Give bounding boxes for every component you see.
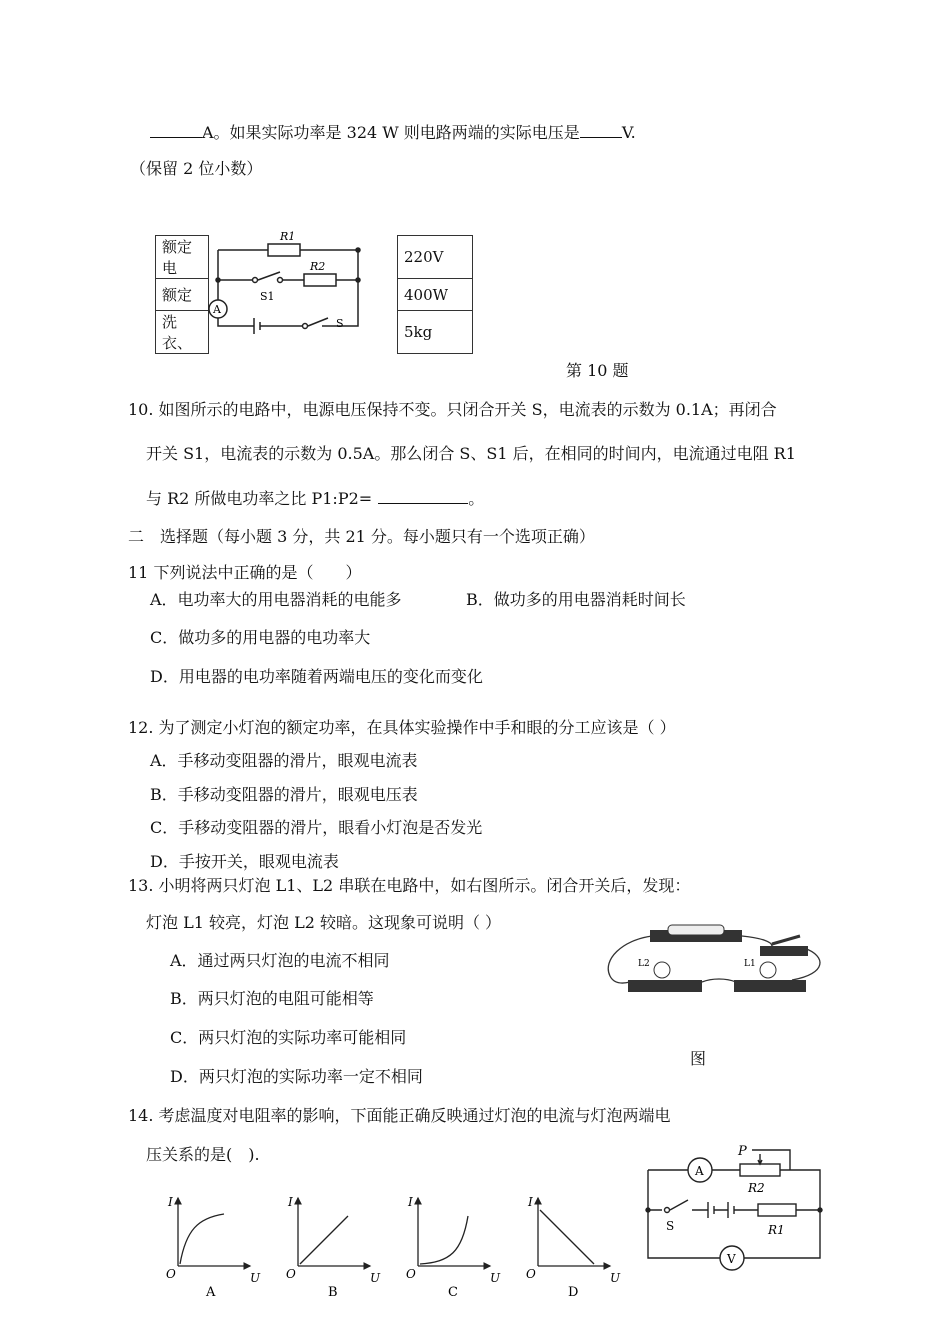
graph-a-y: I (168, 1195, 173, 1209)
graph-d-label: D (568, 1285, 579, 1300)
graph-a-x: U (250, 1271, 261, 1285)
q13-stem-1: 13. 小明将两只灯泡 L1、L2 串联在电路中，如右图所示。闭合开关后，发现： (128, 876, 691, 895)
table-row: 额定 400W (156, 279, 473, 311)
l2-label: L2 (638, 959, 650, 969)
table-row: 额定电 220V (156, 236, 473, 279)
q12-stem: 12. 为了测定小灯泡的额定功率，在具体实验操作中手和眼的分工应该是（ ） (128, 718, 676, 737)
q13-option-b: B．两只灯泡的电阻可能相等 (170, 989, 374, 1008)
q12-option-a: A．手移动变阻器的滑片，眼观电流表 (150, 751, 418, 770)
s-label: S (336, 317, 344, 330)
voltmeter-label: V (727, 1252, 736, 1266)
ammeter-label: A (695, 1164, 704, 1178)
s-label: S (666, 1219, 675, 1233)
circuit-diagram-14 (640, 1140, 835, 1275)
q13-option-d: D．两只灯泡的实际功率一定不相同 (170, 1067, 423, 1086)
q13-option-a: A．通过两只灯泡的电流不相同 (170, 951, 390, 970)
q10-line3: 与 R2 所做电功率之比 P1:P2= 。 (146, 489, 485, 508)
q14-graphs (150, 1190, 630, 1305)
table-row: 洗衣、 5kg (156, 311, 473, 354)
answer-blank[interactable] (150, 121, 202, 138)
q14-stem-2: 压关系的是( ). (146, 1145, 260, 1164)
r1-label: R1 (280, 230, 296, 243)
graph-d-y: I (528, 1195, 533, 1209)
q10-line2: 开关 S1，电流表的示数为 0.5A。那么闭合 S、S1 后，在相同的时间内，电流通过电阻 R1 (146, 444, 796, 463)
bulb-circuit-figure (602, 920, 832, 1005)
graph-b-label: B (328, 1285, 338, 1300)
graph-b-o: O (286, 1267, 296, 1281)
answer-blank[interactable] (378, 487, 468, 504)
q10-line1: 10. 如图所示的电路中，电源电压保持不变。只闭合开关 S，电流表的示数为 0.1A；再闭合 (128, 400, 777, 419)
q11-option-b: B．做功多的用电器消耗时间长 (466, 590, 686, 609)
q13-fig-caption: 图 (690, 1049, 707, 1068)
circuit-diagram-10 (200, 228, 380, 343)
graph-c-o: O (406, 1267, 416, 1281)
graph-a-label: A (206, 1285, 216, 1300)
q12-option-d: D．手按开关，眼观电流表 (150, 852, 339, 871)
q9-tail-line2: （保留 2 位小数） (130, 159, 263, 178)
fig10-caption: 第 10 题 (566, 361, 629, 380)
ammeter-label: A (213, 303, 221, 316)
r2-label: R2 (748, 1181, 765, 1195)
q13-stem-2: 灯泡 L1 较亮，灯泡 L2 较暗。这现象可说明（ ） (146, 913, 502, 932)
r2-label: R2 (310, 260, 326, 273)
l1-label: L1 (744, 959, 756, 969)
q11-option-d: D．用电器的电功率随着两端电压的变化而变化 (150, 667, 483, 686)
graph-c-x: U (490, 1271, 501, 1285)
r1-label: R1 (768, 1223, 785, 1237)
graph-d-o: O (526, 1267, 536, 1281)
q12-option-b: B．手移动变阻器的滑片，眼观电压表 (150, 785, 418, 804)
q13-option-c: C．两只灯泡的实际功率可能相同 (170, 1028, 407, 1047)
q11-option-a: A．电功率大的用电器消耗的电能多 (150, 590, 402, 609)
graph-c-label: C (448, 1285, 458, 1300)
p-label: P (738, 1144, 747, 1159)
q9-tail-line1: A。如果实际功率是 324 W 则电路两端的实际电压是 V. (150, 121, 636, 143)
s1-label: S1 (260, 290, 275, 303)
graph-d-x: U (610, 1271, 621, 1285)
graph-b-y: I (288, 1195, 293, 1209)
q12-option-c: C．手移动变阻器的滑片，眼看小灯泡是否发光 (150, 818, 483, 837)
q11-stem: 11 下列说法中正确的是（ ） (128, 563, 362, 582)
section-title: 二 选择题（每小题 3 分，共 21 分。每小题只有一个选项正确） (128, 527, 595, 546)
graph-c-y: I (408, 1195, 413, 1209)
q11-option-c: C．做功多的用电器的电功率大 (150, 628, 371, 647)
answer-blank[interactable] (580, 121, 622, 138)
graph-a-o: O (166, 1267, 176, 1281)
graph-b-x: U (370, 1271, 381, 1285)
q14-stem-1: 14. 考虑温度对电阻率的影响，下面能正确反映通过灯泡的电流与灯泡两端电 (128, 1106, 671, 1125)
